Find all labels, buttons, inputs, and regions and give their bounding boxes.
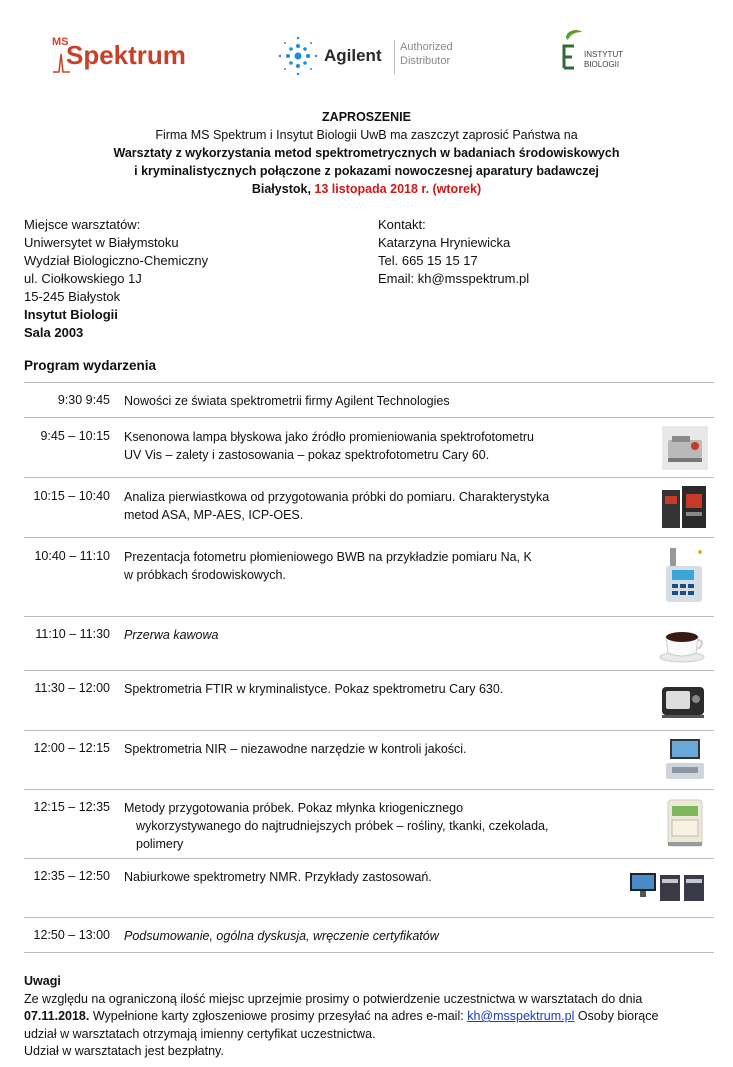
notes-email-link[interactable]: kh@msspektrum.pl [467, 1009, 575, 1023]
contact-name: Katarzyna Hryniewicka [378, 235, 511, 250]
program-row [24, 417, 714, 477]
program-row [24, 858, 714, 917]
contact-info [378, 216, 529, 288]
logo-bar [0, 28, 733, 88]
authorized-line: Authorized [400, 41, 453, 53]
program-row [24, 917, 714, 952]
table-bottom-border [24, 952, 714, 953]
notes-line2-text: Wypełnione karty zgłoszeniowe prosimy przesyłać na adres e-mail: [89, 1009, 468, 1023]
invitation-header [0, 108, 733, 198]
venue-faculty: Wydział Biologiczno-Chemiczny [24, 253, 209, 268]
notes-deadline: 07.11.2018. [24, 1009, 90, 1023]
program-desc-line: UV Vis – zalety i zastosowania – pokaz spektrofotometru Cary 60. [124, 448, 490, 462]
contact-email[interactable]: Email: kh@msspektrum.pl [378, 271, 530, 286]
program-row [24, 537, 714, 616]
program-desc-line: w próbkach środowiskowych. [124, 568, 286, 582]
notes-section [24, 973, 714, 1061]
logo-ms-name: Spektrum [66, 40, 186, 70]
workshop-title-line1: Warsztaty z wykorzystania metod spektrometrycznych w badaniach środowiskowych [113, 146, 620, 160]
nmr-spectrometers-image [628, 869, 708, 903]
nir-analyzer-image [662, 737, 708, 783]
flame-photometer-bwb-image [660, 546, 708, 606]
program-desc [124, 428, 594, 464]
program-time: 11:30 – 12:00 [34, 681, 110, 695]
program-row [24, 477, 714, 537]
program-table [24, 382, 714, 953]
program-desc: Nowości ze świata spektrometrii firmy Agilent Technologies [124, 394, 450, 408]
logo-ms-prefix: MS [52, 36, 69, 48]
authorized-distributor-text [400, 40, 453, 68]
program-desc-line: polimery [136, 837, 184, 851]
program-time: 11:10 – 11:30 [35, 627, 110, 641]
program-desc-line: Metody przygotowania próbek. Pokaz młynka kriogenicznego [124, 801, 464, 815]
program-row [24, 616, 714, 670]
workshop-title-line2: i kryminalistycznych połączone z pokazami nowoczesnej aparatury badawczej [134, 164, 599, 178]
venue-university: Uniwersytet w Białymstoku [24, 235, 179, 250]
ib-text [584, 50, 623, 70]
venue-room: Sala 2003 [24, 325, 84, 340]
program-desc [124, 488, 594, 524]
program-time: 9:30 9:45 [57, 393, 110, 407]
venue-label: Miejsce warsztatów: [24, 217, 141, 232]
ib-line2: BIOLOGII [584, 60, 620, 69]
program-row [24, 670, 714, 730]
program-desc-line: wykorzystywanego do najtrudniejszych próbek – rośliny, tkanki, czekolada, [136, 819, 549, 833]
contact-label: Kontakt: [378, 217, 426, 232]
distributor-line: Distributor [400, 55, 451, 67]
venue-info [24, 216, 208, 342]
venue-street: ul. Ciołkowskiego 1J [24, 271, 142, 286]
notes-line1: Ze względu na ograniczoną ilość miejsc uprzejmie prosimy o potwierdzenie uczestnictwa w warsztatach do dnia [24, 991, 643, 1006]
program-row [24, 789, 714, 858]
program-desc-line: Analiza pierwiastkowa od przygotowania próbki do pomiaru. Charakterystyka [124, 490, 550, 504]
program-time: 12:00 – 12:15 [33, 741, 110, 755]
venue-institute: Insytut Biologii [24, 307, 118, 322]
contact-phone: Tel. 665 15 15 17 [378, 253, 478, 268]
program-time: 12:15 – 12:35 [33, 800, 110, 814]
coffee-cup-image [658, 623, 708, 663]
notes-line3: udział w warsztatach otrzymają imienny certyfikat uczestnictwa. [24, 1026, 376, 1041]
program-desc: Podsumowanie, ogólna dyskusja, wręczenie certyfikatów [124, 929, 439, 943]
venue-postal: 15-245 Białystok [24, 289, 121, 304]
event-date: 13 listopada 2018 r. (wtorek) [314, 182, 482, 196]
program-desc: Spektrometria NIR – niezawodne narzędzie w kontroli jakości. [124, 742, 467, 756]
cryogenic-mill-image [662, 798, 708, 850]
program-time: 12:50 – 13:00 [33, 928, 110, 942]
program-time: 12:35 – 12:50 [33, 869, 110, 883]
program-desc-line: Ksenonowa lampa błyskowa jako źródło promieniowania spektrofotometru [124, 430, 534, 444]
program-row [24, 730, 714, 789]
spectrophotometer-cary60-image [662, 426, 708, 470]
program-row [24, 382, 714, 417]
notes-title: Uwagi [24, 974, 61, 988]
notes-line2-tail: Osoby biorące [574, 1009, 659, 1023]
program-desc: Przerwa kawowa [124, 628, 219, 642]
plant-leaf-icon [560, 28, 586, 72]
program-time: 10:15 – 10:40 [33, 489, 110, 503]
program-time: 10:40 – 11:10 [34, 549, 110, 563]
elemental-analyzers-image [660, 484, 708, 530]
event-city: Białystok, [251, 182, 315, 196]
invitation-title: ZAPROSZENIE [322, 110, 411, 124]
notes-line4: Udział w warsztatach jest bezpłatny. [24, 1044, 224, 1058]
program-desc-line: Prezentacja fotometru płomieniowego BWB na przykładzie pomiaru Na, K [124, 550, 532, 564]
program-desc [124, 548, 594, 584]
agilent-spark-icon [276, 34, 320, 78]
program-time: 9:45 – 10:15 [40, 429, 110, 443]
program-title: Program wydarzenia [24, 358, 157, 373]
agilent-name: Agilent [324, 46, 382, 65]
ftir-cary630-image [658, 677, 708, 723]
program-desc: Spektrometria FTIR w kryminalistyce. Pokaz spektrometru Cary 630. [124, 682, 504, 696]
logo-divider [394, 40, 395, 74]
notes-line2 [24, 1008, 714, 1026]
invitation-line1: Firma MS Spektrum i Insytut Biologii UwB ma zaszczyt zaprosić Państwa na [155, 128, 578, 142]
program-desc [124, 799, 594, 853]
event-date-line [0, 180, 733, 198]
program-desc-line: metod ASA, MP-AES, ICP-OES. [124, 508, 304, 522]
ib-line1: INSTYTUT [584, 50, 624, 59]
program-desc: Nabiurkowe spektrometry NMR. Przykłady zastosowań. [124, 870, 432, 884]
